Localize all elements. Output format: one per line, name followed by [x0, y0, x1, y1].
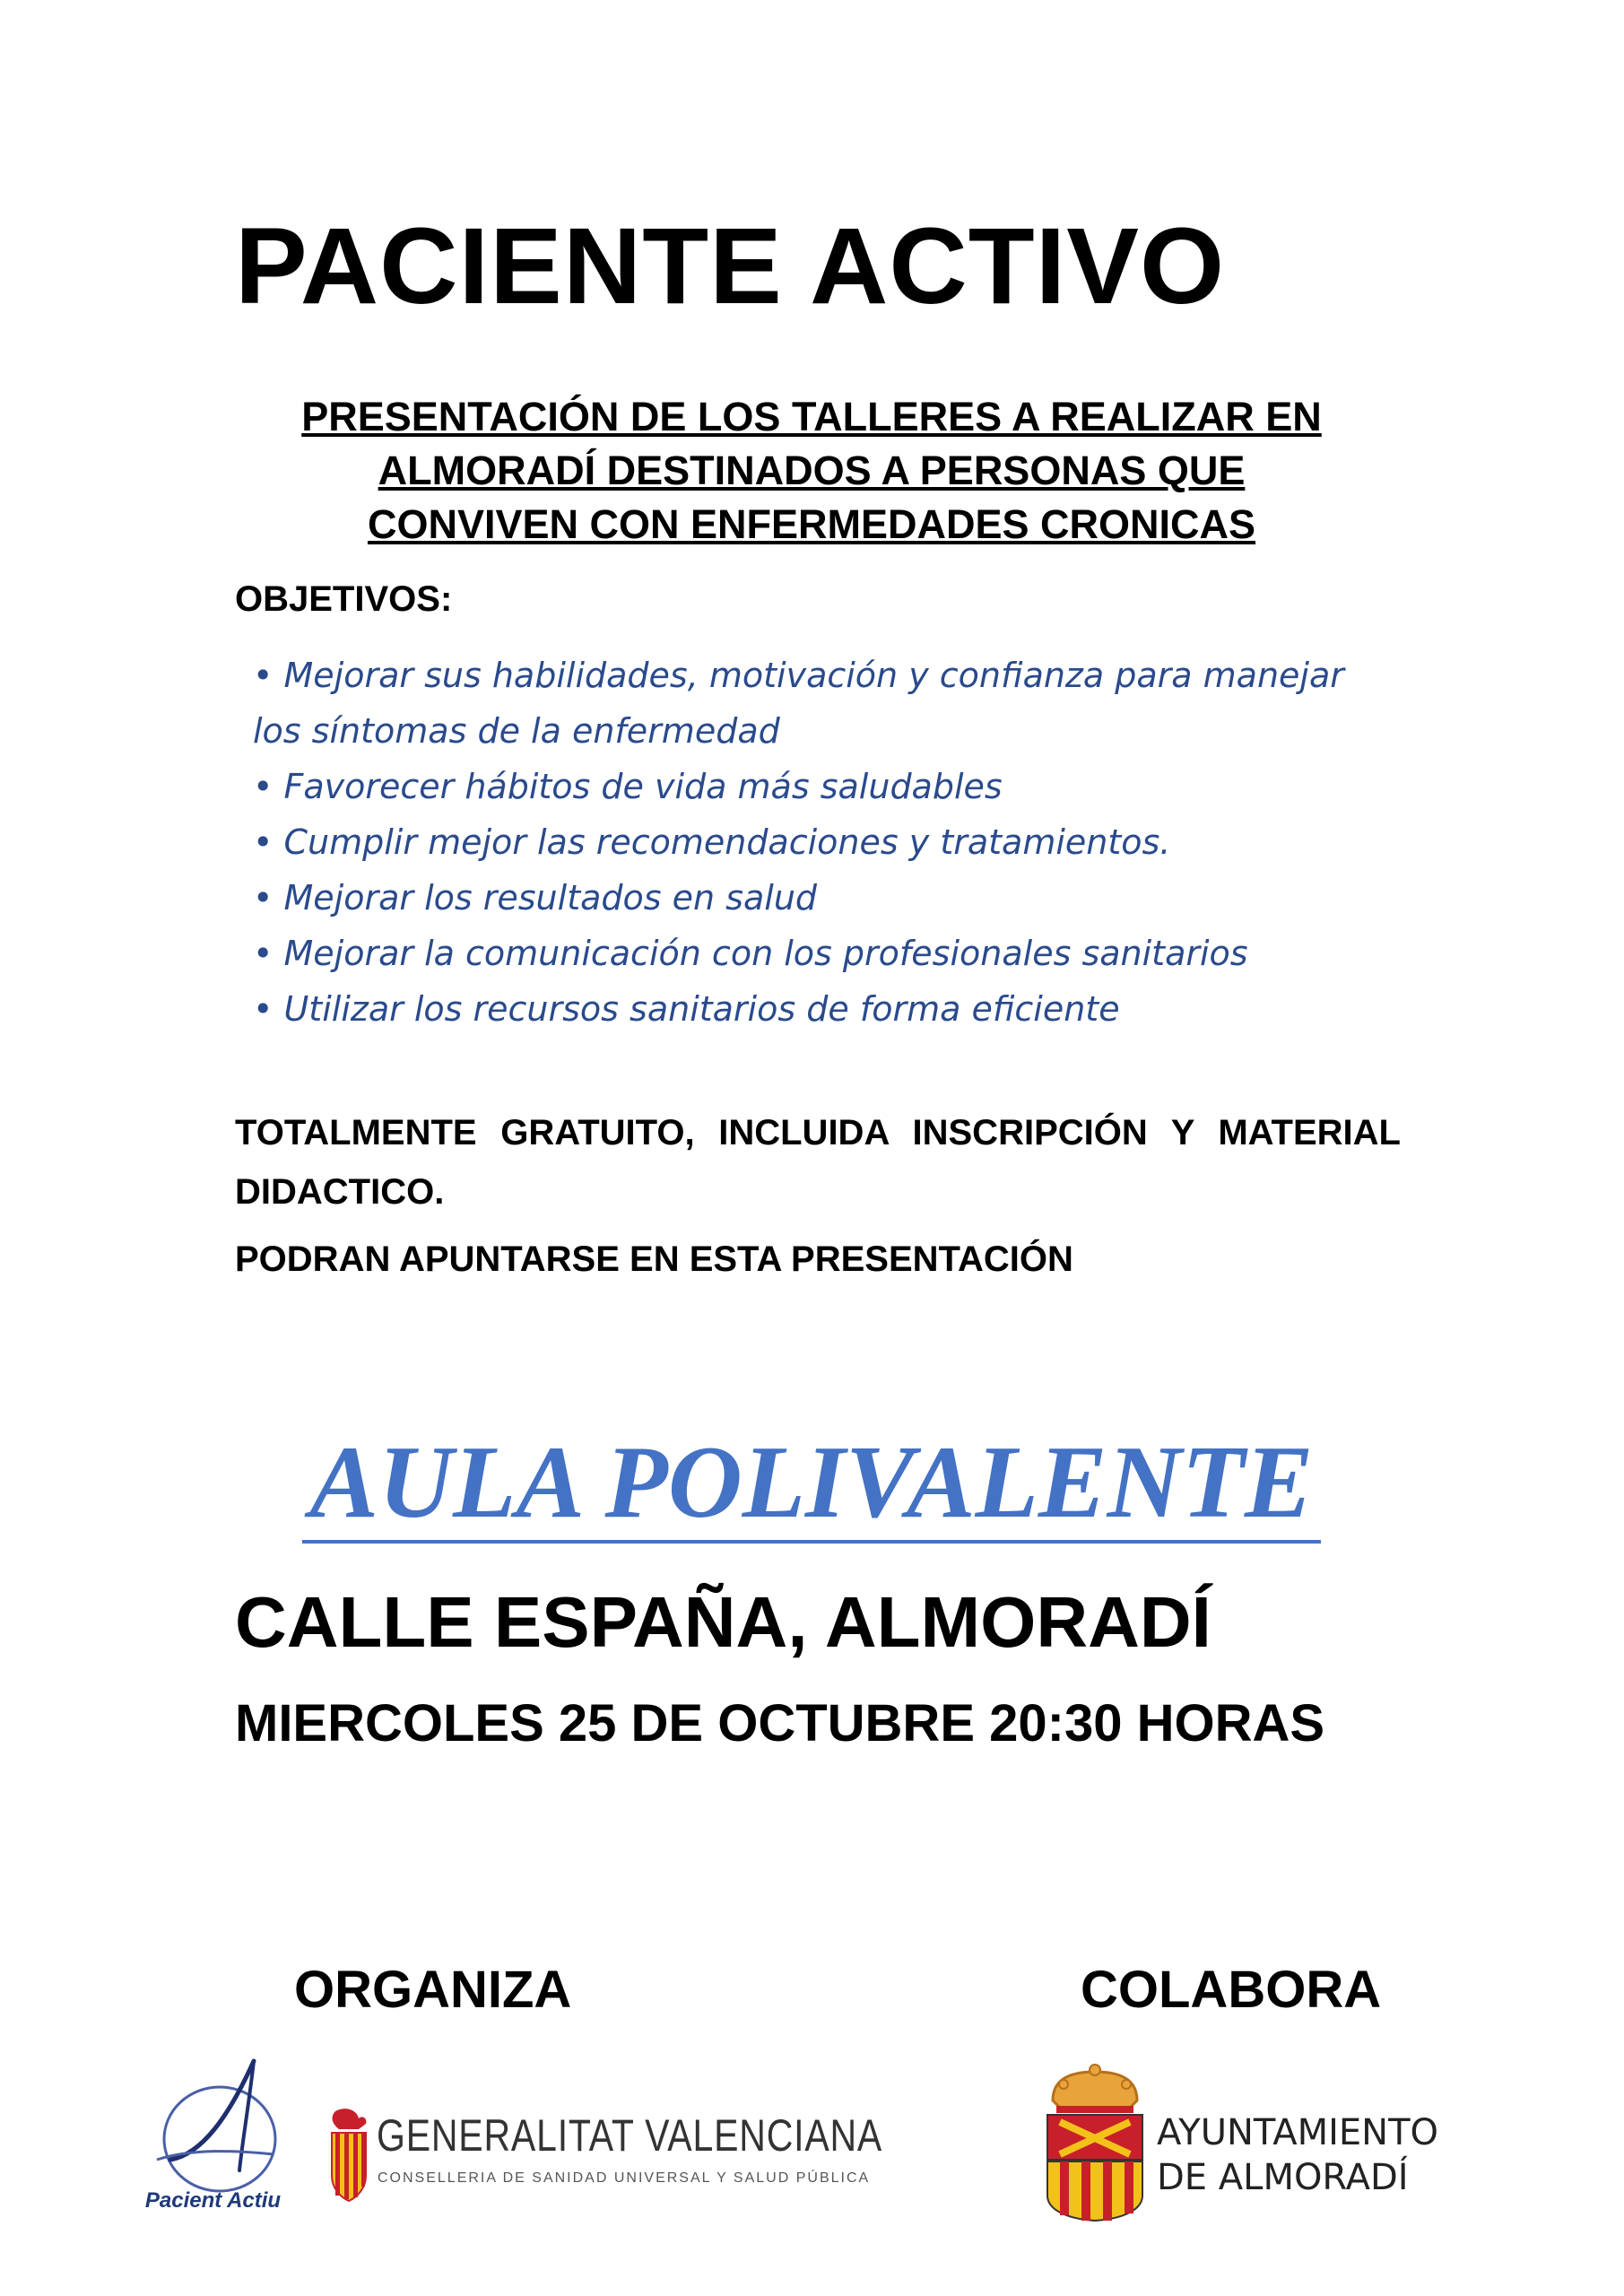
subtitle-line: ALMORADÍ DESTINADOS A PERSONAS QUE: [378, 448, 1246, 493]
generalitat-subtitle: CONSELLERIA DE SANIDAD UNIVERSAL Y SALUD PÚBLICA: [378, 2170, 871, 2186]
objectives-heading: OBJETIVOS:: [235, 579, 453, 619]
colabora-label: COLABORA: [1081, 1961, 1382, 2019]
venue-title: [235, 1426, 1388, 1544]
objective-item: • Utilizar los recursos sanitarios de forma eficiente: [253, 989, 1120, 1029]
pacient-actiu-logo-icon: [139, 2054, 287, 2211]
objective-item: • Mejorar la comunicación con los profesionales sanitarios: [253, 934, 1248, 973]
free-notice: TOTALMENTE GRATUITO, INCLUIDA INSCRIPCIÓN Y MATERIAL DIDACTICO.: [235, 1113, 1401, 1212]
subtitle-line: CONVIVEN CON ENFERMEDADES CRONICAS: [367, 501, 1256, 547]
address: CALLE ESPAÑA, ALMORADÍ: [235, 1582, 1211, 1662]
ayuntamiento-line: AYUNTAMIENTO: [1157, 2112, 1439, 2153]
pacient-actiu-name: Pacient Actiu: [144, 2188, 282, 2213]
generalitat-emblem-icon: [323, 2106, 375, 2205]
ayuntamiento-line: DE ALMORADÍ: [1157, 2157, 1409, 2198]
objective-item: • Mejorar sus habilidades, motivación y confianza para manejar: [253, 656, 1344, 695]
subtitle: [235, 390, 1388, 552]
objective-item: • Cumplir mejor las recomendaciones y tratamientos.: [253, 822, 1171, 862]
objective-item: los síntomas de la enfermedad: [253, 711, 780, 751]
ayuntamiento-name: [1157, 2110, 1438, 2200]
almoradi-shield-icon: [1040, 2061, 1150, 2222]
page-title: PACIENTE ACTIVO: [235, 204, 1226, 326]
objective-item: • Mejorar los resultados en salud: [253, 878, 818, 918]
objective-item: • Favorecer hábitos de vida más saludables: [253, 767, 1003, 806]
subtitle-line: PRESENTACIÓN DE LOS TALLERES A REALIZAR EN: [301, 394, 1322, 439]
generalitat-name: GENERALITAT VALENCIANA: [377, 2110, 883, 2161]
venue-name: AULA POLIVALENTE: [302, 1426, 1320, 1544]
signup-notice: PODRAN APUNTARSE EN ESTA PRESENTACIÓN: [235, 1239, 1073, 1279]
organiza-label: ORGANIZA: [294, 1961, 572, 2019]
objectives-list: [253, 648, 1419, 1037]
event-datetime: MIERCOLES 25 DE OCTUBRE 20:30 HORAS: [235, 1694, 1325, 1752]
